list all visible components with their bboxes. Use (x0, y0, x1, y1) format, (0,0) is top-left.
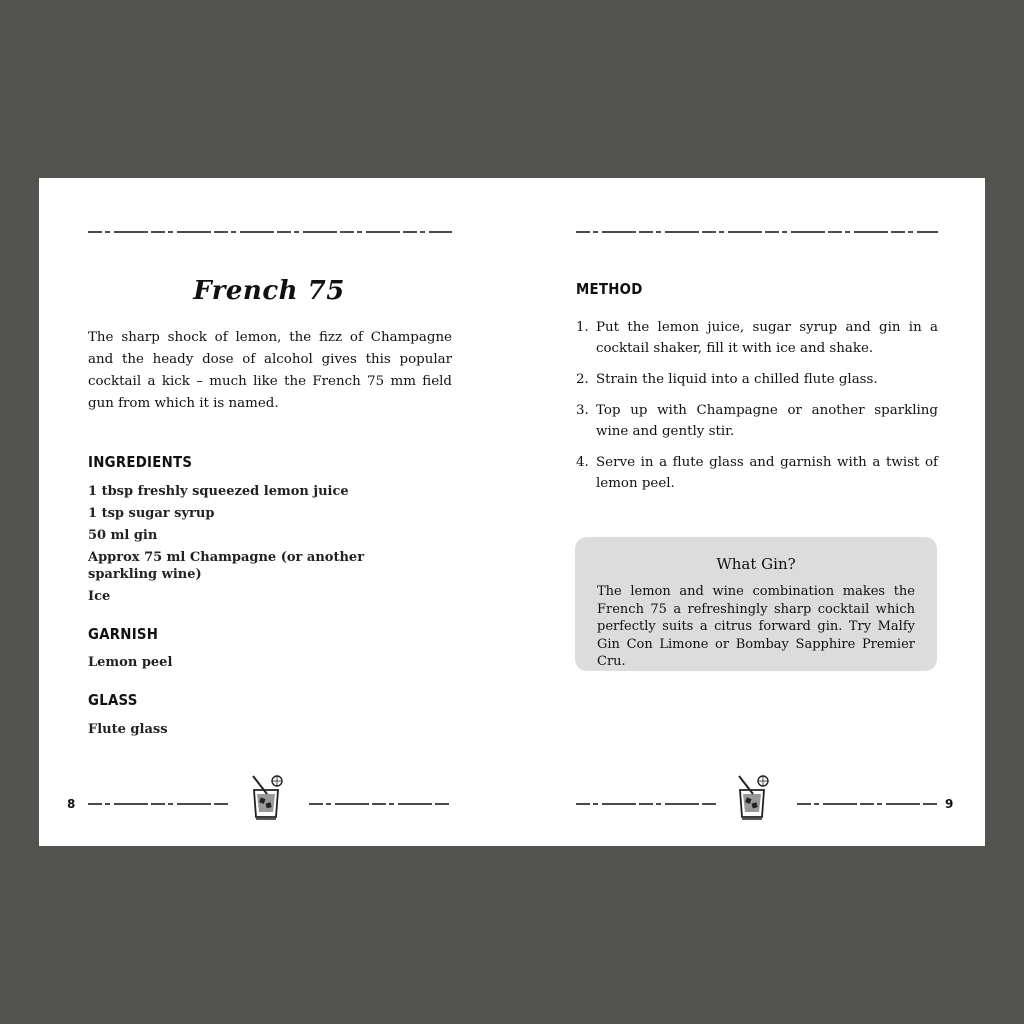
tip-title: What Gin? (716, 555, 796, 573)
step-number: 2. (576, 372, 589, 387)
cocktail-glass-icon (733, 772, 773, 822)
glass-heading: GLASS (88, 691, 138, 709)
ingredients-heading: INGREDIENTS (88, 453, 193, 471)
recipe-title: French 75 (193, 276, 345, 306)
tip-box (575, 537, 937, 671)
footer-rule-right (797, 803, 938, 805)
recipe-intro: The sharp shock of lemon, the fizz of Champagne and the heady dose of alcohol gives this popular cocktail a kick – much like the French 75 mm field gun from which it is named. (88, 330, 452, 411)
method-list (576, 317, 938, 504)
step-text: Strain the liquid into a chilled flute glass. (596, 372, 878, 387)
garnish-heading: GARNISH (88, 625, 159, 643)
step-text: Serve in a flute glass and garnish with a twist of lemon peel. (596, 455, 938, 491)
left-page (39, 178, 512, 846)
list-item: Ice (88, 589, 111, 604)
step-number: 3. (576, 403, 589, 418)
step-number: 1. (576, 320, 589, 335)
book-spread (39, 178, 985, 846)
cocktail-glass-icon (247, 772, 287, 822)
list-item (576, 317, 938, 359)
list-item (576, 400, 938, 442)
garnish-text: Lemon peel (88, 655, 173, 670)
list-item: 50 ml gin (88, 528, 158, 543)
method-heading: METHOD (576, 280, 643, 298)
step-text: Top up with Champagne or another sparkling wine and gently stir. (596, 403, 938, 439)
right-page (512, 178, 985, 846)
ingredients-list (88, 483, 388, 610)
top-rule (88, 231, 452, 233)
step-number: 4. (576, 455, 589, 470)
tip-text: The lemon and wine combination makes the French 75 a refreshingly sharp cocktail which perfectly suits a citrus forward gin. Try Malfy Gin Con Limone or Bombay Sapphire Premier Cru. (597, 584, 915, 669)
list-item: 1 tsp sugar syrup (88, 506, 215, 521)
footer-rule-right (309, 803, 452, 805)
top-rule (576, 231, 938, 233)
list-item: Approx 75 ml Champagne (or another sparkling wine) (88, 550, 365, 582)
list-item: 1 tbsp freshly squeezed lemon juice (88, 484, 349, 499)
page-number: 8 (67, 797, 76, 811)
page-number: 9 (945, 797, 954, 811)
footer-rule-left (88, 803, 231, 805)
glass-text: Flute glass (88, 722, 168, 737)
footer-rule-left (576, 803, 719, 805)
step-text: Put the lemon juice, sugar syrup and gin in a cocktail shaker, fill it with ice and shake. (596, 320, 938, 356)
list-item (576, 369, 938, 390)
list-item (576, 452, 938, 494)
